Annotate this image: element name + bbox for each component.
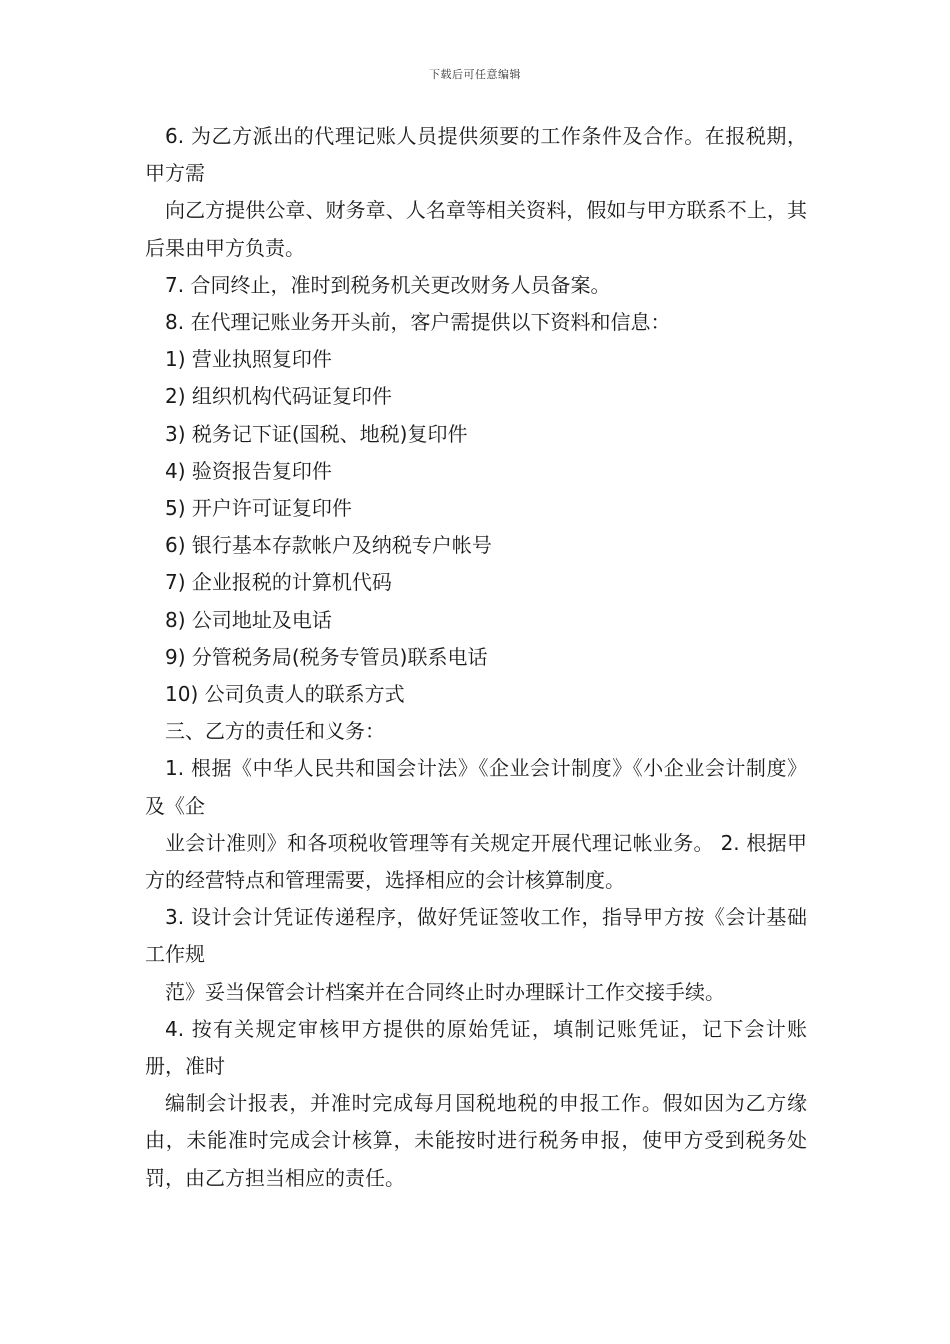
list-item-3: 3) 税务记下证(国税、地税)复印件 [165, 421, 468, 446]
list-item-9: 9) 分管税务局(税务专管员)联系电话 [165, 644, 488, 669]
paragraph-7: 3. 设计会计凭证传递程序，做好凭证签收工作，指导甲方按《会计基础工作规 [145, 905, 807, 967]
paragraph-10: 编制会计报表，并准时完成每月国税地税的申报工作。假如因为乙方缘由，未能准时完成会计核算，未能按时进行税务申报，使甲方受到税务处罚，由乙方担当相应的责任。 [145, 1091, 807, 1190]
paragraph-6: 业会计准则》和各项税收管理等有关规定开展代理记帐业务。 2. 根据甲方的经营特点和管理需要，选择相应的会计核算制度。 [145, 830, 807, 893]
document-body [145, 118, 807, 1197]
paragraph-9: 4. 按有关规定审核甲方提供的原始凭证，填制记账凭证，记下会计账册，准时 [145, 1016, 807, 1079]
list-item-8: 8) 公司地址及电话 [165, 607, 332, 632]
paragraph-5: 1. 根据《中华人民共和国会计法》《企业会计制度》《小企业会计制度》及《企 [145, 756, 807, 818]
paragraph-3: 7. 合同终止，准时到税务机关更改财务人员备案。 [165, 272, 611, 297]
paragraph-8: 范》妥当保管会计档案并在合同终止时办理睬计工作交接手续。 [165, 979, 725, 1004]
list-item-10: 10) 公司负责人的联系方式 [165, 682, 405, 707]
list-item-2: 2) 组织机构代码证复印件 [165, 384, 392, 409]
page-header: 下载后可任意编辑 [429, 68, 521, 81]
section-heading: 三、乙方的责任和义务： [165, 719, 385, 744]
list-item-7: 7) 企业报税的计算机代码 [165, 570, 392, 595]
list-item-4: 4) 验资报告复印件 [165, 458, 332, 483]
paragraph-1: 6. 为乙方派出的代理记账人员提供须要的工作条件及合作。在报税期，甲方需 [145, 124, 807, 186]
paragraph-2: 向乙方提供公章、财务章、人名章等相关资料，假如与甲方联系不上，其后果由甲方负责。 [145, 198, 807, 260]
paragraph-4: 8. 在代理记账业务开头前，客户需提供以下资料和信息： [165, 310, 671, 335]
list-item-5: 5) 开户许可证复印件 [165, 496, 352, 521]
list-item-6: 6) 银行基本存款帐户及纳税专户帐号 [165, 533, 492, 558]
list-item-1: 1) 营业执照复印件 [165, 347, 332, 372]
